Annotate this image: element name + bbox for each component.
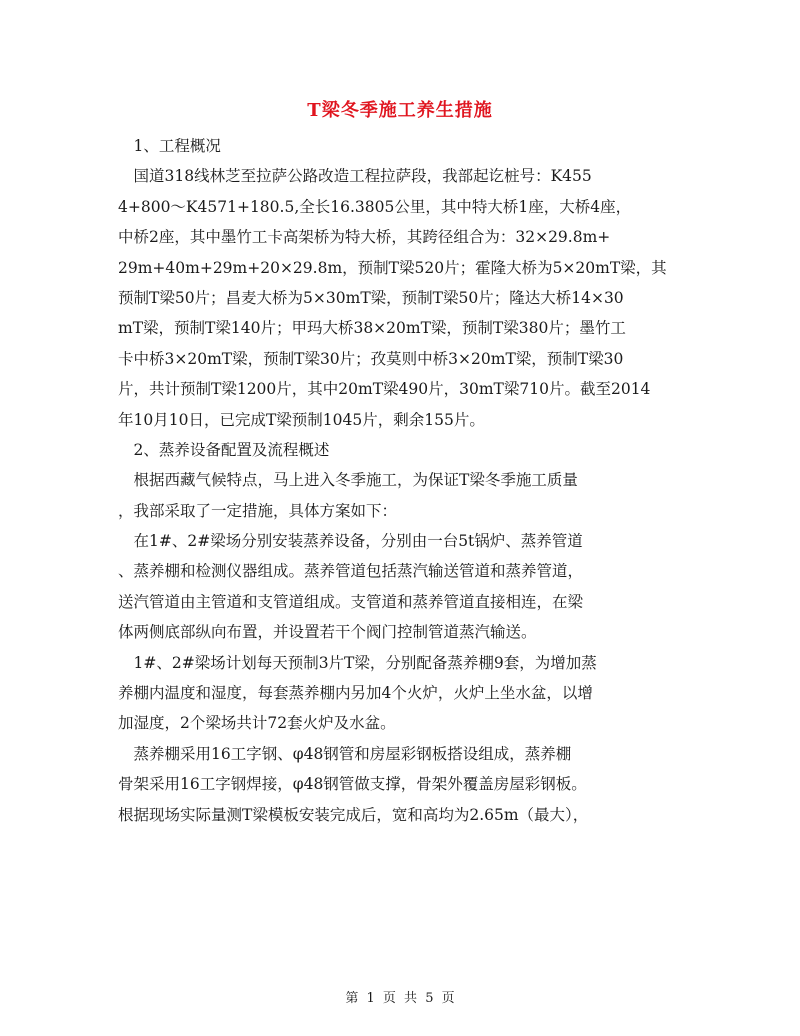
paragraph-line: 卡中桥3×20mT梁，预制T梁30片；孜莫则中桥3×20mT梁，预制T梁30: [118, 349, 624, 368]
paragraph-line: 送汽管道由主管道和支管道组成。支管道和蒸养管道直接相连，在梁: [118, 592, 584, 611]
document-body: [118, 131, 684, 830]
paragraph-line: 年10月10日，已完成T梁预制1045片，剩余155片。: [118, 410, 485, 429]
paragraph-line: 、蒸养棚和检测仪器组成。蒸养管道包括蒸汽输送管道和蒸养管道，: [118, 562, 584, 581]
paragraph-line: 国道318线林芝至拉萨公路改造工程拉萨段，我部起讫桩号：K455: [118, 167, 592, 186]
paragraph-line: 蒸养棚采用16工字钢、φ48钢管和房屋彩钢板搭设组成，蒸养棚: [118, 744, 572, 763]
paragraph-line: 29m+40m+29m+20×29.8m，预制T梁520片；霍隆大桥为5×20mT梁，其: [118, 258, 667, 277]
paragraph-line: 养棚内温度和湿度，每套蒸养棚内另加4个火炉，火炉上坐水盆，以增: [118, 684, 593, 703]
paragraph-line: 根据现场实际量测T梁模板安装完成后，宽和高均为2.65m（最大），: [118, 805, 589, 824]
document-title: T梁冬季施工养生措施: [307, 100, 493, 121]
section-heading: 2、蒸养设备配置及流程概述: [118, 440, 330, 459]
paragraph-line: 在1#、2#梁场分别安装蒸养设备，分别由一台5t锅炉、蒸养管道: [118, 532, 583, 551]
paragraph-line: 1#、2#梁场计划每天预制3片T梁，分别配备蒸养棚9套，为增加蒸: [118, 653, 597, 672]
paragraph-line: ，我部采取了一定措施，具体方案如下：: [118, 501, 398, 520]
paragraph-line: 片，共计预制T梁1200片，其中20mT梁490片，30mT梁710片。截至2014: [118, 380, 651, 399]
paragraph-line: 体两侧底部纵向布置，并设置若干个阀门控制管道蒸汽输送。: [118, 623, 537, 642]
paragraph-line: 根据西藏气候特点，马上进入冬季施工，为保证T梁冬季施工质量: [118, 471, 578, 490]
paragraph-line: 加湿度，2个梁场共计72套火炉及水盆。: [118, 714, 396, 733]
paragraph-line: 中桥2座，其中墨竹工卡高架桥为特大桥，其跨径组合为：32×29.8m+: [118, 228, 611, 247]
paragraph-line: 预制T梁50片；昌麦大桥为5×30mT梁，预制T梁50片；隆达大桥14×30: [118, 288, 624, 307]
page-footer: 第 1 页 共 5 页: [345, 991, 455, 1006]
section-heading: 1、工程概况: [118, 137, 221, 155]
paragraph-line: 4+800～K4571+180.5,全长16.3805公里，其中特大桥1座，大桥4座，: [118, 197, 632, 216]
paragraph-line: mT梁，预制T梁140片；甲玛大桥38×20mT梁，预制T梁380片；墨竹工: [118, 319, 626, 338]
paragraph-line: 骨架采用16工字钢焊接，φ48钢管做支撑，骨架外覆盖房屋彩钢板。: [118, 775, 587, 794]
